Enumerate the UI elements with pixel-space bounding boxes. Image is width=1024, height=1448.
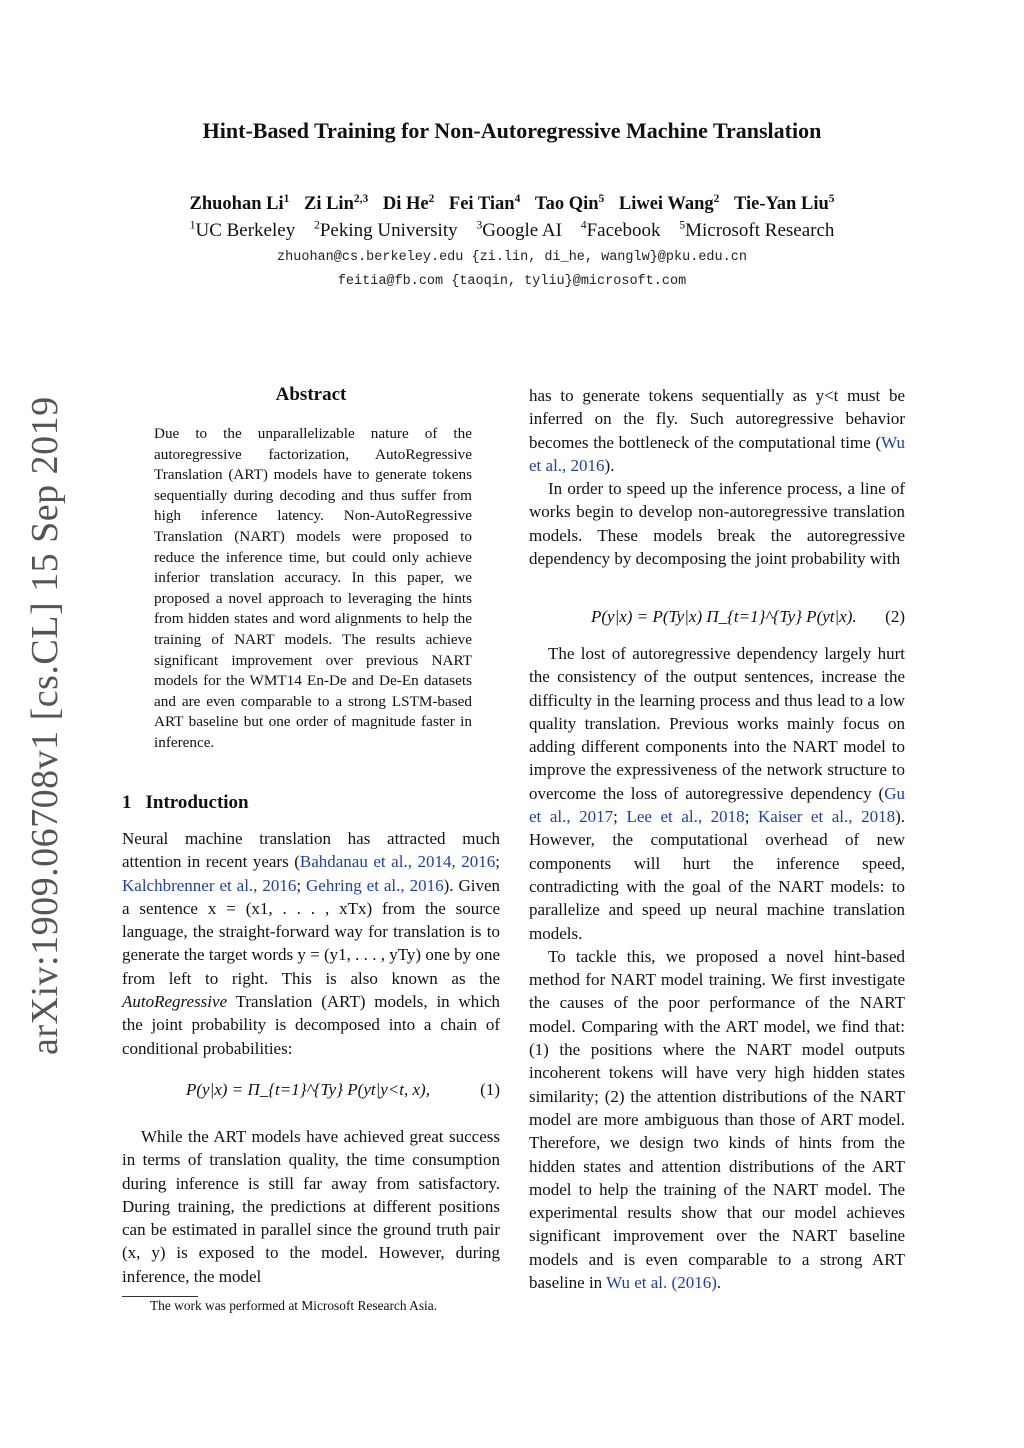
author: Zhuohan Li$^1$: [189, 192, 290, 214]
section-number: 1: [122, 792, 132, 813]
right-column-text: The lost of autoregressive dependency largely hurt the consistency of the output sentences, increase the difficulty in the learning process and thus lead to a low quality translation. Previous works mainly focus on adding different components into the NART model to improve the expressiveness of the network structure to overcome the loss of autoregressive dependency (Gu et al., 2017; Lee et al., 2018; Kaiser et al., 2018). However, the computational overhead of new components will hurt the inference speed, contradicting with the goal of the NART models: to parallelize and speed up neural machine translation models. To tackle this, we proposed a novel hint-based method for NART model training. We first investigate the causes of the poor performance of the NART model. Comparing with the ART model, we find that: (1) the positions where the NART model outputs incoherent tokens will have very high hidden states similarity; (2) the attention distributions of the NART model are more ambiguous than those of ART model. Therefore, we design two kinds of hints from the hidden states and attention distributions of the ART model to help the training of the NART model. The experimental results show that our model achieves significant improvement over the NART baseline models and is even comparable to a strong ART baseline in Wu et al. (2016).: [529, 644, 906, 1293]
author-list: [0, 194, 1024, 215]
equation-body: P(y|x) = P(Ty|x) Π_{t=1}^{Ty} P(yt|x).: [591, 607, 857, 626]
arxiv-stamp: arXiv:1909.06708v1 [cs.CL] 15 Sep 2019: [24, 396, 66, 1055]
equation-body: P(y|x) = Π_{t=1}^{Ty} P(yt|y<t, x),: [186, 1080, 430, 1099]
affiliation: $^3$Google AI: [476, 218, 562, 241]
author: Di He$^2$: [382, 192, 435, 214]
equation-2: [529, 607, 905, 631]
right-column-text: has to generate tokens sequentially as y<t must be inferred on the fly. Such autoregressive behavior becomes the bottleneck of the computational time (Wu et al., 2016). In order to speed up the inference process, a line of works begin to develop non-autoregressive translation models. These models break the autoregressive dependency by decomposing the joint probability with: [529, 386, 905, 569]
left-column-paragraph: While the ART models have achieved great success in terms of translation quality, the time consumption during inference is still far away from satisfactory. During training, the predictions at different positions can be estimated in parallel since the ground truth pair (x, y) is exposed to the model. However, during inference, the model: [122, 1127, 500, 1286]
left-column-paragraph: Neural machine translation has attracted much attention in recent years (Bahdanau et al., 2014, 2016; Kalchbrenner et al., 2016; Gehring et al., 2016). Given a sentence x = (x1, . . . , xTx) from the source language, the straight-forward way for translation is to generate the target words y = (y1, . . . , yTy) one by one from left to right. This is also known as the AutoRegressive Translation (ART) models, in which the joint probability is decomposed into a chain of conditional probabilities:: [122, 829, 500, 1058]
author: Liwei Wang$^2$: [618, 192, 720, 214]
citation-link[interactable]: Gehring et al., 2016: [306, 875, 444, 895]
citation-link[interactable]: Lee et al., 2018: [626, 807, 745, 827]
footnote-rule: [122, 1296, 198, 1297]
citation-link[interactable]: Wu et al. (2016): [606, 1273, 717, 1293]
abstract-heading: Abstract: [275, 384, 347, 405]
citation-link[interactable]: Kalchbrenner et al., 2016: [122, 875, 297, 895]
email-line: feitia@fb.com {taoqin, tyliu}@microsoft.com: [337, 274, 687, 289]
affiliation: $^4$Facebook: [580, 218, 661, 241]
emphasis: AutoRegressive: [122, 992, 228, 1012]
citation-link[interactable]: Kaiser et al., 2018: [757, 807, 896, 827]
section-heading: [122, 792, 249, 814]
author: Tao Qin$^5$: [534, 192, 605, 214]
author: Fei Tian$^4$: [448, 192, 521, 214]
paper-title: Hint-Based Training for Non-Autoregressive Machine Translation: [202, 118, 822, 143]
affiliation: $^2$Peking University: [313, 218, 458, 241]
footnote: The work was performed at Microsoft Research Asia.: [150, 1298, 438, 1313]
affiliation: $^5$Microsoft Research: [679, 218, 835, 241]
affiliation-list: [0, 220, 1024, 242]
abstract-body: Due to the unparallelizable nature of the autoregressive factorization, AutoRegressive Translation (ART) models have to generate tokens sequentially during decoding and thus suffer from high inference latency. Non-AutoRegressive Translation (NART) models were proposed to reduce the inference time, but could only achieve inferior translation accuracy. In this paper, we proposed a novel approach to leveraging the hints from hidden states and word alignments to help the training of NART models. The results achieve significant improvement over previous NART models for the WMT14 En-De and De-En datasets and are even comparable to a strong LSTM-based ART baseline but one order of magnitude faster in inference.: [154, 425, 472, 751]
author: Tie-Yan Liu$^5$: [733, 192, 835, 214]
citation-link[interactable]: Bahdanau et al., 2014, 2016: [299, 852, 496, 872]
equation-number: (1): [480, 1080, 500, 1099]
affiliation: $^1$UC Berkeley: [189, 218, 296, 241]
section-title: Introduction: [145, 792, 249, 813]
citation-link[interactable]: Wu et al., 2016: [529, 432, 905, 475]
equation-number: (2): [885, 607, 905, 626]
citation-link[interactable]: Gu et al., 2017: [529, 783, 905, 827]
author: Zi Lin$^{2,3}$: [303, 192, 369, 214]
email-line: zhuohan@cs.berkeley.edu {zi.lin, di_he, wanglw}@pku.edu.cn: [277, 250, 747, 265]
